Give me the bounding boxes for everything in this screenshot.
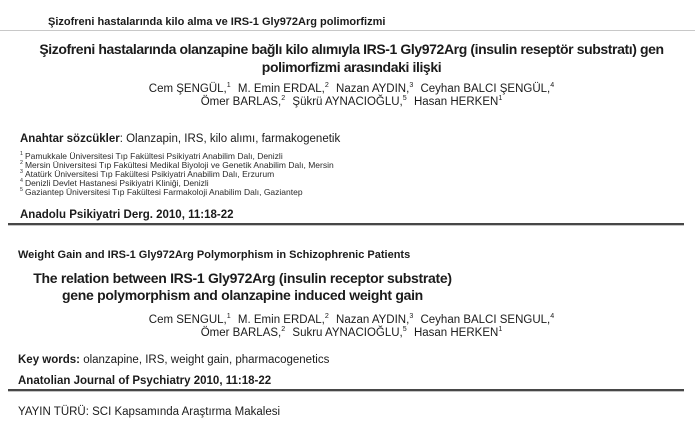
author-affiliation-ref: 1	[498, 325, 503, 334]
turkish-title-line: polimorfizmi arasındaki ilişki	[261, 58, 442, 75]
affiliation-text: Atatürk Üniversitesi Tıp Fakültesi Psikiyatri Anabilim Dalı, Erzurum	[24, 169, 275, 179]
author-affiliation-ref: 4	[550, 312, 555, 321]
affiliation-number: 4	[20, 178, 23, 185]
author-name: Ceyhan BALCI SENGUL,	[420, 314, 551, 326]
turkish-title	[20, 41, 683, 76]
affiliation-item	[20, 188, 683, 197]
header-divider	[0, 30, 695, 31]
author-affiliation-ref: 1	[226, 312, 231, 321]
author-name: Ömer BARLAS,	[200, 327, 282, 339]
author	[336, 314, 413, 326]
affiliation-number: 1	[20, 151, 23, 158]
turkish-authors-line-1	[20, 83, 683, 96]
author-name: Ceyhan BALCI ŞENGÜL,	[420, 83, 551, 95]
affiliation-number: 5	[20, 187, 23, 194]
author	[201, 327, 286, 339]
author	[292, 327, 406, 339]
author	[414, 96, 502, 108]
author	[420, 83, 554, 95]
turkish-authors	[20, 83, 683, 109]
author-name: Cem ŞENGÜL,	[148, 83, 227, 95]
turkish-citation: Anadolu Psikiyatri Derg. 2010, 11:18-22	[20, 209, 234, 221]
turkish-title-line: Şizofreni hastalarında olanzapine bağlı kilo alımıyla IRS-1 Gly972Arg (insulin reseptör substratı) gen	[39, 41, 664, 57]
author-affiliation-ref: 5	[402, 325, 407, 334]
author-name: Hasan HERKEN	[413, 96, 499, 108]
english-title	[20, 270, 465, 303]
affiliation-text: Pamukkale Üniversitesi Tıp Fakültesi Psikiyatri Anabilim Dalı, Denizli	[24, 151, 283, 161]
english-authors-line-2	[20, 327, 683, 340]
turkish-keywords-value: : Olanzapin, IRS, kilo alımı, farmakogenetik	[119, 133, 341, 145]
english-authors	[20, 314, 683, 340]
english-section-divider	[8, 389, 684, 391]
turkish-section-divider	[8, 223, 684, 225]
author-affiliation-ref: 4	[550, 81, 555, 90]
english-title-line: The relation between IRS-1 Gly972Arg (insulin receptor substrate)	[33, 270, 452, 286]
author-affiliation-ref: 2	[281, 94, 286, 103]
english-authors-line-1	[20, 314, 683, 327]
english-keywords-label: Key words:	[18, 354, 80, 366]
author	[292, 96, 406, 108]
english-title-line: gene polymorphism and olanzapine induced weight gain	[62, 286, 423, 303]
affiliation-text: Mersin Üniversitesi Tıp Fakültesi Medikal Biyoloji ve Genetik Anabilim Dalı, Mersin	[24, 160, 334, 170]
author-affiliation-ref: 3	[409, 312, 414, 321]
turkish-authors-line-2	[20, 96, 683, 109]
english-keywords-value: olanzapine, IRS, weight gain, pharmacogenetics	[80, 354, 330, 366]
author-name: Cem SENGUL,	[148, 314, 227, 326]
author-affiliation-ref: 5	[402, 94, 407, 103]
author-name: Şükrü AYNACIOĞLU,	[292, 96, 403, 108]
turkish-keywords-label: Anahtar sözcükler	[20, 133, 120, 145]
author-affiliation-ref: 3	[409, 81, 414, 90]
author-name: M. Emin ERDAL,	[237, 314, 325, 326]
author	[149, 314, 231, 326]
publication-type: YAYIN TÜRÜ: SCI Kapsamında Araştırma Makalesi	[18, 406, 281, 418]
turkish-running-head: Şizofreni hastalarında kilo alma ve IRS-1 Gly972Arg polimorfizmi	[48, 16, 386, 28]
author-name: Hasan HERKEN	[413, 327, 499, 339]
author-name: Sukru AYNACIOĞLU,	[292, 327, 403, 339]
author-affiliation-ref: 2	[324, 81, 329, 90]
english-keywords	[18, 354, 683, 367]
affiliations-list	[20, 152, 683, 197]
affiliation-text: Denizli Devlet Hastanesi Psikiyatri Kliniği, Denizli	[24, 178, 209, 188]
author	[336, 83, 413, 95]
affiliation-number: 2	[20, 160, 23, 167]
affiliation-text: Gaziantep Üniversitesi Tıp Fakültesi Farmakoloji Anabilim Dalı, Gaziantep	[24, 187, 303, 197]
affiliation-number: 3	[20, 169, 23, 176]
author	[414, 327, 502, 339]
author-name: M. Emin ERDAL,	[237, 83, 325, 95]
author-affiliation-ref: 1	[498, 94, 503, 103]
author-name: Nazan AYDIN,	[336, 314, 410, 326]
author-affiliation-ref: 2	[281, 325, 286, 334]
turkish-keywords	[20, 133, 683, 146]
author	[201, 96, 286, 108]
author-affiliation-ref: 2	[324, 312, 329, 321]
english-citation: Anatolian Journal of Psychiatry 2010, 11:18-22	[18, 375, 272, 387]
author-affiliation-ref: 1	[226, 81, 231, 90]
english-running-head: Weight Gain and IRS-1 Gly972Arg Polymorphism in Schizophrenic Patients	[18, 249, 411, 261]
author	[420, 314, 554, 326]
author-name: Nazan AYDIN,	[336, 83, 410, 95]
author-name: Ömer BARLAS,	[200, 96, 282, 108]
author	[149, 83, 231, 95]
